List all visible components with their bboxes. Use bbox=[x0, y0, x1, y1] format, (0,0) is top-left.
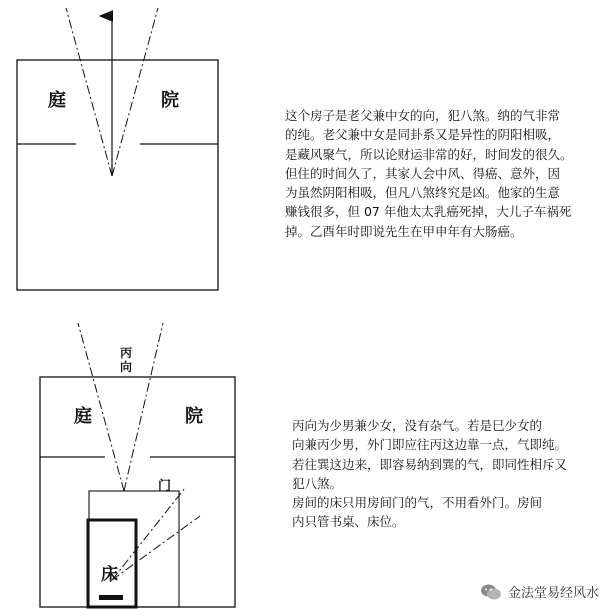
paragraph-1 bbox=[285, 106, 573, 241]
paragraph-2-line: 若往巽这边来，即容易纳到巽的气，即同性相斥又 bbox=[292, 456, 568, 472]
door-line-lower bbox=[112, 516, 200, 580]
paragraph-2-line: 房间的床只用房间门的气，不用看外门。房间 bbox=[292, 495, 543, 511]
paragraph-2 bbox=[292, 416, 567, 532]
paragraph-2-line: 丙向为少男兼少女，没有杂气。若是巳少女的 bbox=[292, 418, 543, 433]
paragraph-2-line: 向兼丙少男，外门即应往丙这边靠一点，气即纯。 bbox=[292, 437, 568, 453]
paragraph-1-line: 的纯。老父兼中女是同卦系又是异性的阴阳相吸， bbox=[285, 127, 561, 143]
diagram-2 bbox=[40, 323, 235, 607]
paragraph-1-line: 但住的时间久了，其家人会中风、得癌、意外，因 bbox=[285, 165, 561, 181]
watermark-text: 金法堂易经风水 bbox=[507, 586, 599, 601]
courtyard-left-label-2: 庭 bbox=[74, 406, 92, 427]
door-label: 门 bbox=[158, 479, 172, 494]
bed-headboard bbox=[99, 595, 123, 600]
inner-room bbox=[89, 491, 179, 607]
courtyard-left-label-1: 庭 bbox=[48, 90, 66, 111]
diagram-1 bbox=[17, 8, 218, 290]
paragraph-1-line: 是藏风聚气，所以论财运非常的好，时间发的很久。 bbox=[285, 146, 573, 162]
sector-line-right-1 bbox=[112, 8, 158, 176]
sector-line-left-1 bbox=[66, 8, 112, 176]
wechat-icon bbox=[480, 583, 502, 601]
watermark bbox=[480, 582, 599, 601]
direction-label: 丙向 bbox=[120, 346, 133, 374]
paragraph-1-line: 为虽然阴阳相吸，但凡八煞终究是凶。他家的生意 bbox=[285, 185, 561, 201]
courtyard-right-label-1: 院 bbox=[161, 90, 179, 111]
courtyard-right-label-2: 院 bbox=[185, 406, 203, 427]
door-line-upper bbox=[112, 488, 185, 580]
bed-label: 床 bbox=[101, 565, 118, 585]
paragraph-2-line: 内只管书桌、床位。 bbox=[292, 514, 405, 530]
paragraph-2-line: 犯八煞。 bbox=[292, 475, 343, 491]
paragraph-1-line: 赚钱很多，但 07 年他太太乳癌死掉，大儿子车祸死 bbox=[285, 204, 572, 220]
paragraph-1-line: 掉。乙酉年时即说先生在甲申年有大肠癌。 bbox=[285, 223, 523, 239]
paragraph-1-line: 这个房子是老父兼中女的向，犯八煞。纳的气非常 bbox=[285, 108, 561, 123]
